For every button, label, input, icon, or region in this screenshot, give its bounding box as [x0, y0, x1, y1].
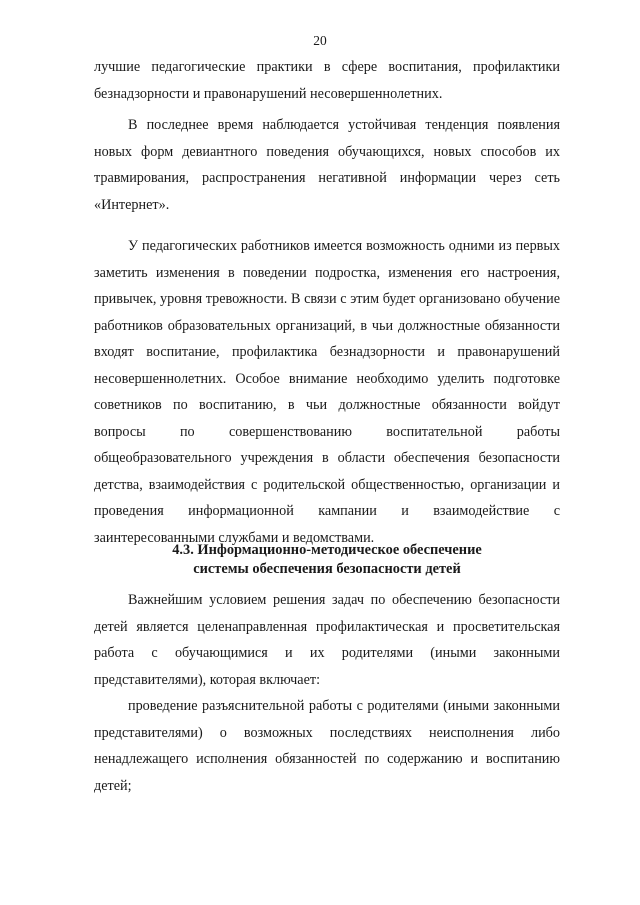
paragraph-continuation: лучшие педагогические практики в сфере воспитания, профилактики безнадзорности и правонарушений несовершеннолетних. — [94, 59, 560, 102]
paragraph-teacher-training: У педагогических работников имеется возможность одними из первых заметить изменения в поведении подростка, изменения его настроения, привычек, уровня тревожности. В связи с этим будет организовано обучение работников образовательных организаций, в чьи должностные обязанности входят воспитание, профилактика безнадзорности и правонарушений несовершеннолетних. Особое внимание необходимо уделить подготовке советников по воспитанию, в чьи должностные обязанности войдут вопросы по совершенствованию воспитательной работы общеобразовательного учреждения в области обеспечения безопасности детства, взаимодействия с родительской общественностью, организации и проведения информационной кампании и взаимодействие с заинтересованными службами и ведомствами. — [94, 238, 560, 546]
page-number: 20 — [313, 33, 327, 48]
section-heading — [94, 541, 560, 579]
paragraph-key-condition: Важнейшим условием решения задач по обеспечению безопасности детей является целенаправленная профилактическая и просветительская работа с обучающимися и их родителями (иными законными представителями), которая включает: — [94, 592, 560, 688]
paragraph-explanatory-work: проведение разъяснительной работы с родителями (иными законными представителями) о возможных последствиях неисполнения либо ненадлежащего исполнения обязанностей по содержанию и воспитанию детей; — [94, 698, 560, 794]
section-heading-line-1: 4.3. Информационно-методическое обеспечение — [172, 542, 482, 558]
section-heading-line-2: системы обеспечения безопасности детей — [193, 561, 461, 577]
paragraph-deviant-behavior: В последнее время наблюдается устойчивая тенденция появления новых форм девиантного поведения обучающихся, новых способов их травмирования, распространения негативной информации через сеть «Интернет». — [94, 117, 560, 213]
